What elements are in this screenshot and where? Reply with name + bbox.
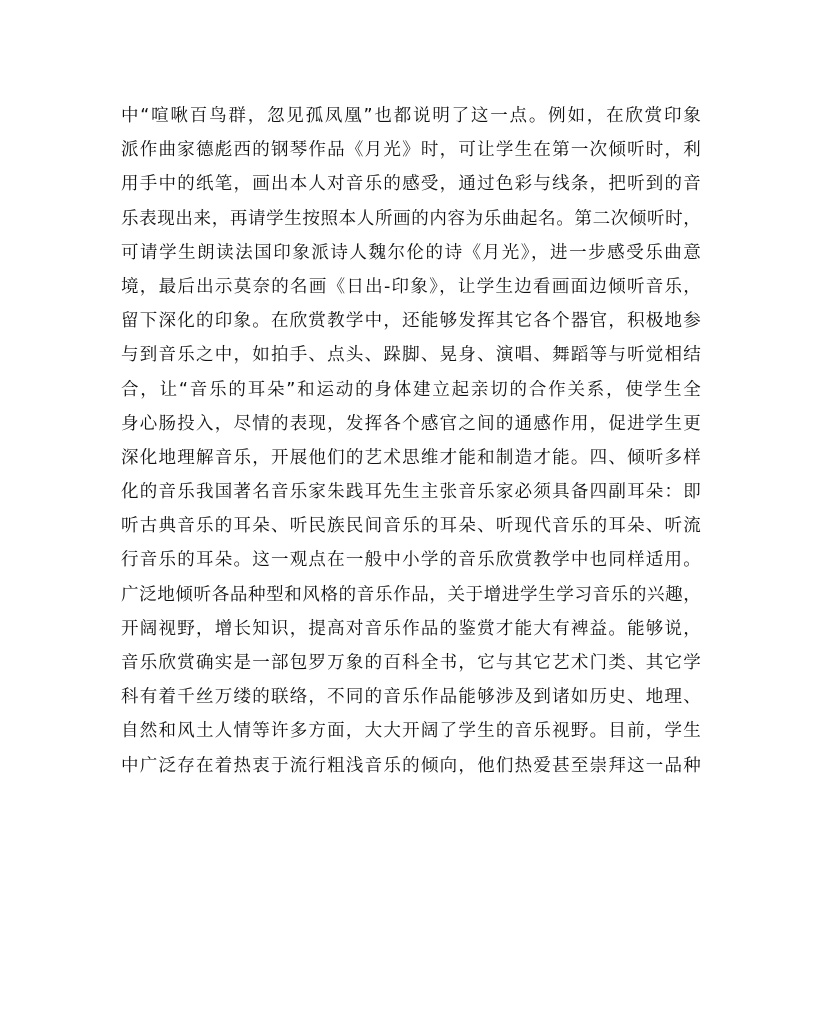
text-line: 行音乐的耳朵。这一观点在一般中小学的音乐欣赏教学中也同样适用。 <box>121 550 701 571</box>
text-line: 化的音乐我国著名音乐家朱践耳先生主张音乐家必须具备四副耳朵：即 <box>121 482 701 503</box>
text-line: 中“喧啾百鸟群，忽见孤凤凰”也都说明了这一点。例如，在欣赏印象 <box>121 106 701 126</box>
text-line: 自然和风土人情等许多方面，大大开阔了学生的音乐视野。目前，学生 <box>121 721 701 742</box>
text-line: 身心肠投入，尽情的表现，发挥各个感官之间的通感作用，促进学生更 <box>121 413 701 434</box>
text-line: 科有着千丝万缕的联络，不同的音乐作品能够涉及到诸如历史、地理、 <box>121 687 701 708</box>
text-line: 境，最后出示莫奈的名画《日出-印象》，让学生边看画面边倾听音乐， <box>121 276 701 297</box>
text-line: 用手中的纸笔，画出本人对音乐的感受，通过色彩与线条，把听到的音 <box>121 174 701 195</box>
text-line: 广泛地倾听各品种型和风格的音乐作品，关于增进学生学习音乐的兴趣， <box>121 584 701 605</box>
text-line: 可请学生朗读法国印象派诗人魏尔伦的诗《月光》，进一步感受乐曲意 <box>121 242 701 263</box>
text-line: 音乐欣赏确实是一部包罗万象的百科全书，它与其它艺术门类、其它学 <box>121 653 701 673</box>
text-line: 开阔视野，增长知识，提高对音乐作品的鉴赏才能大有裨益。能够说， <box>121 618 701 639</box>
body-text <box>121 99 701 783</box>
text-line: 合，让“音乐的耳朵”和运动的身体建立起亲切的合作关系，使学生全 <box>121 379 701 400</box>
text-line: 留下深化的印象。在欣赏教学中，还能够发挥其它各个器官，积极地参 <box>121 311 701 332</box>
text-line: 派作曲家德彪西的钢琴作品《月光》时，可让学生在第一次倾听时，利 <box>121 140 701 161</box>
text-line: 与到音乐之中，如拍手、点头、跺脚、晃身、演唱、舞蹈等与听觉相结 <box>121 345 701 366</box>
text-line: 乐表现出来，再请学生按照本人所画的内容为乐曲起名。第二次倾听时， <box>121 208 701 229</box>
text-line: 深化地理解音乐，开展他们的艺术思维才能和制造才能。四、倾听多样 <box>121 447 701 468</box>
text-line: 听古典音乐的耳朵、听民族民间音乐的耳朵、听现代音乐的耳朵、听流 <box>121 516 701 537</box>
text-line: 中广泛存在着热衷于流行粗浅音乐的倾向，他们热爱甚至崇拜这一品种 <box>121 755 701 776</box>
